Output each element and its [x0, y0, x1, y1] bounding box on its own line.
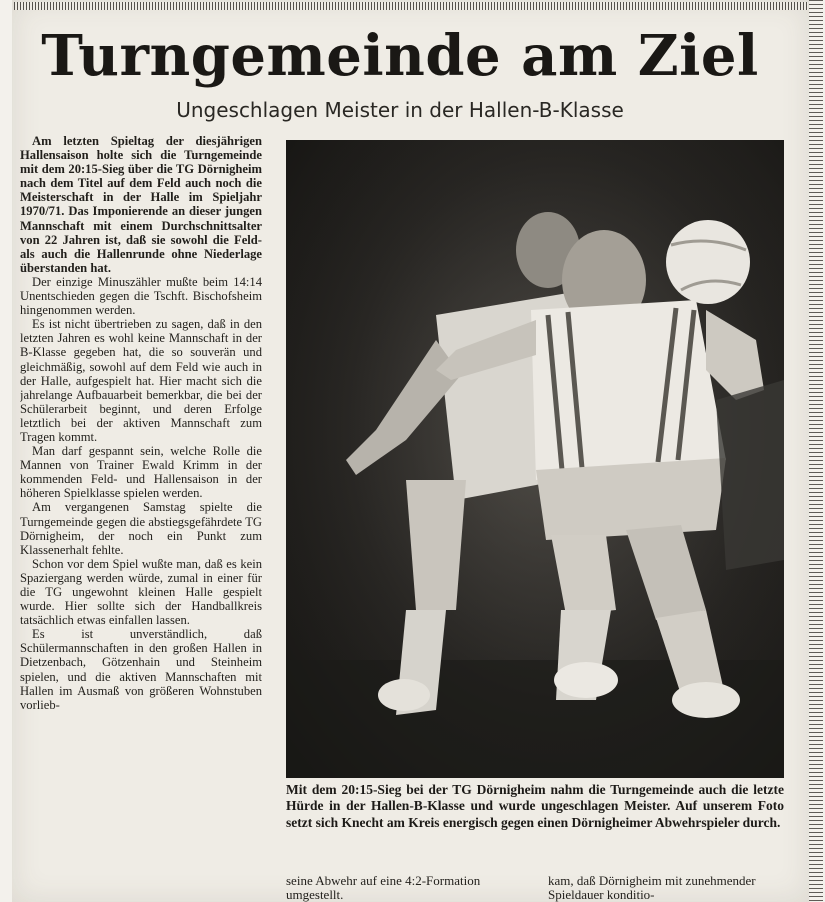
paragraph: Man darf gespannt sein, welche Rolle die Mannen von Trainer Ewald Krimm in der kommenden Feld- und Hallensaison in der höheren Spielklasse spielen werden. [20, 444, 262, 501]
paragraph: Es ist unverständlich, daß Schülermannschaften in den großen Hallen in Dietzenbach, Götzenhain und Steinheim spielen, und die aktiven Mannschaften mit Hallen im Ausmaß von größeren Wohnstuben vorlieb- [20, 627, 262, 712]
handball-players-illustration [286, 140, 784, 778]
right-border-band [809, 0, 823, 902]
article-column-1 [20, 134, 262, 902]
top-border-band [14, 2, 808, 10]
paragraph: Am vergangenen Samstag spielte die Turngemeinde gegen die abstiegsgefährdete TG Dörnigheim, der noch ein Punkt zum Klassenerhalt fehlte. [20, 500, 262, 557]
paragraph: Es ist nicht übertrieben zu sagen, daß in den letzten Jahren es wohl keine Mannschaft in der B-Klasse gegeben hat, die so souverän und gleichmäßig, sowohl auf dem Feld wie auch in der Halle, aufgespielt hat. Hier macht sich die jahrelange Aufbauarbeit bemerkbar, die bei der Schülerarbeit beginnt, und deren Erfolge letztlich bei der aktiven Mannschaft zum Tragen kommt. [20, 317, 262, 444]
subheadline: Ungeschlagen Meister in der Hallen-B-Klasse [176, 98, 624, 122]
paragraph: Der einzige Minuszähler mußte beim 14:14 Unentschieden gegen die Tschft. Bischofsheim hingenommen werden. [20, 274, 262, 318]
handball-photo [286, 140, 784, 778]
headline: Turngemeinde am Ziel [41, 23, 759, 89]
lead-paragraph: Am letzten Spieltag der diesjährigen Hallensaison holte sich die Turngemeinde mit dem 20:15-Sieg über die TG Dörnigheim nach dem Titel auf dem Feld auch noch die Meisterschaft in der Halle im Spieljahr 1970/71. Das Imponierende an dieser jungen Mannschaft mit einem Durchschnittsalter von 22 Jahren ist, daß sie sowohl die Feld- als auch die Hallenrunde ohne Niederlage überstanden hat. [20, 134, 262, 275]
article-column-2: seine Abwehr auf eine 4:2-Formation umgestellt. [286, 874, 481, 902]
photo-caption: Mit dem 20:15-Sieg bei der TG Dörnigheim nahm die Turngemeinde auch die letzte Hürde in der Hallen-B-Klasse und wurde ungeschlagen Meister. Auf unserem Foto setzt sich Knecht am Kreis energisch gegen einen Dörnigheimer Abwehrspieler durch. [286, 782, 784, 830]
paragraph: Schon vor dem Spiel wußte man, daß es kein Spaziergang werden würde, zumal in einer für die TG ungewohnt kleinen Halle gespielt wurde. Hier sollte sich der Handballkreis tatsächlich etwas einfallen lassen. [20, 556, 262, 628]
article-column-3: kam, daß Dörnigheim mit zunehmender Spieldauer konditio- [548, 874, 756, 902]
